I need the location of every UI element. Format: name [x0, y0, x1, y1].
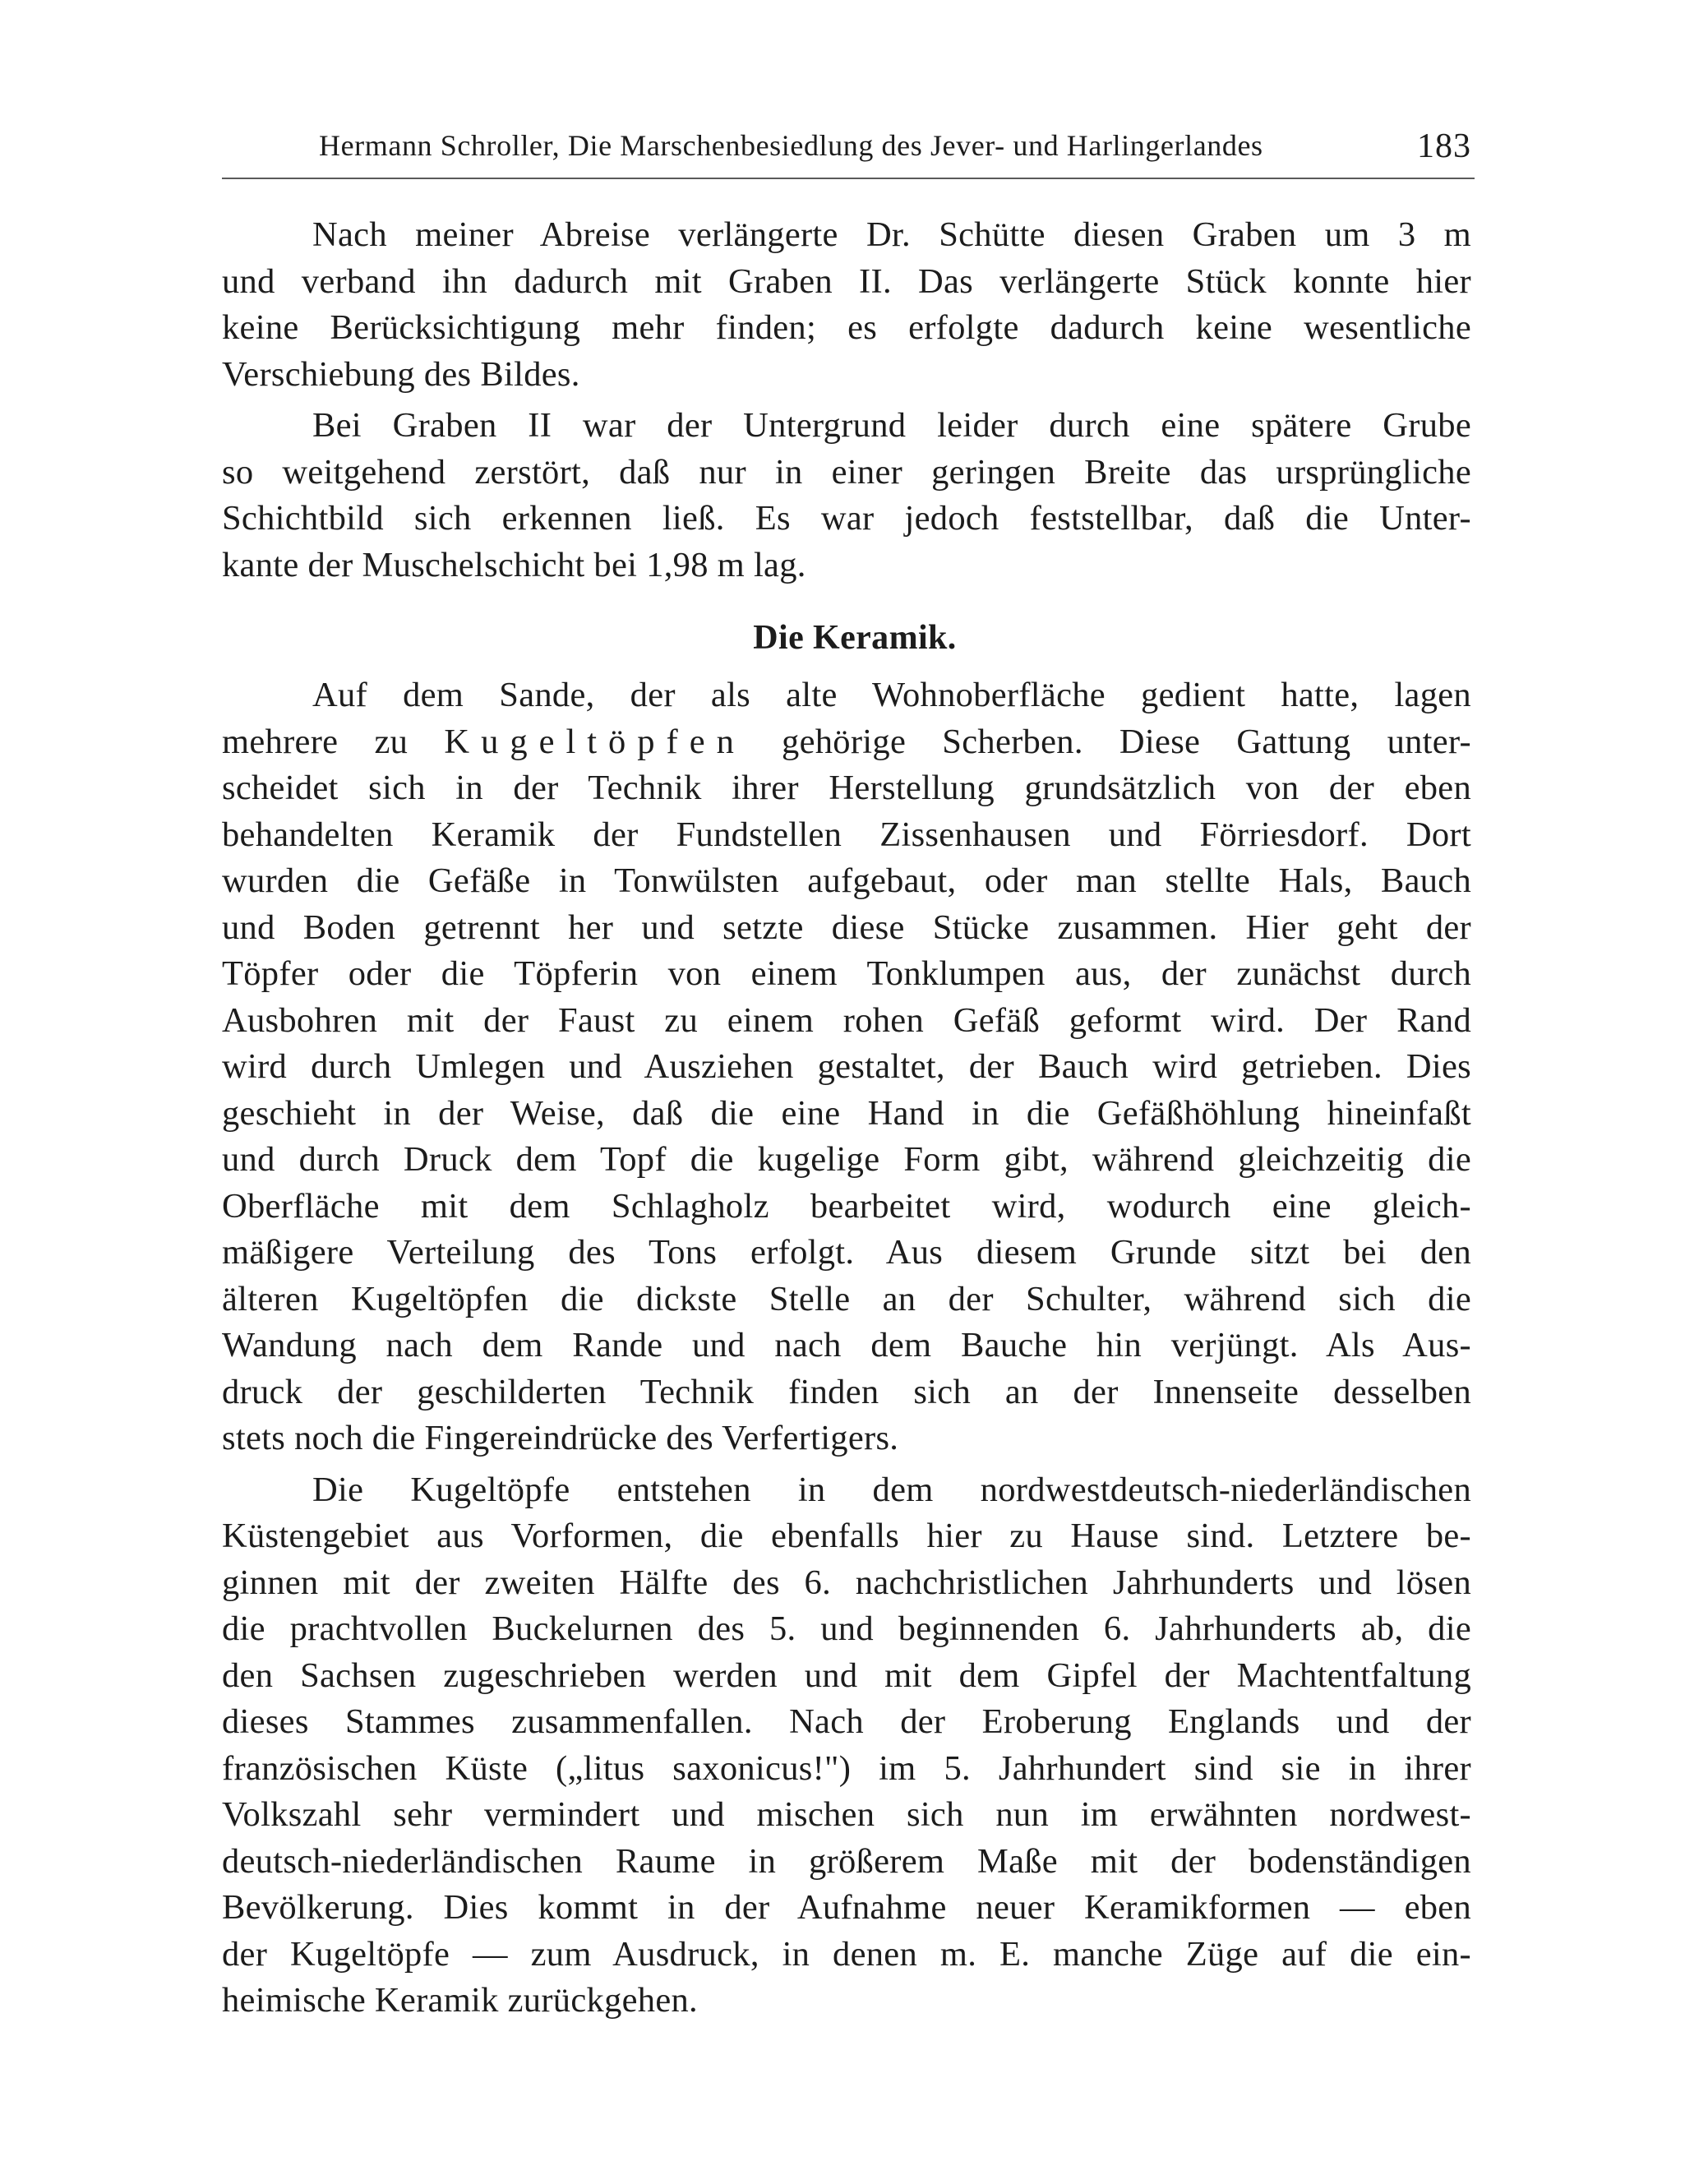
text-line: mäßigere Verteilung des Tons erfolgt. Aus diesem Grunde sitzt bei den — [222, 1233, 1471, 1272]
text-line: Bevölkerung. Dies kommt in der Aufnahme neuer Keramikformen — eben — [222, 1888, 1471, 1927]
spaced-term: Kugeltöpfen — [444, 722, 746, 761]
text-line-with-spaced-word — [222, 719, 1471, 766]
paragraph-kugeltoepfe-origin — [222, 1467, 1471, 2025]
text-line: Volkszahl sehr vermindert und mischen sich nun im erwähnten nordwest- — [222, 1795, 1471, 1834]
text-line: deutsch-niederländischen Raume in größerem Maße mit der bodenständigen — [222, 1841, 1471, 1881]
text-line: dieses Stammes zusammenfallen. Nach der Eroberung Englands und der — [222, 1702, 1471, 1741]
text-line: behandelten Keramik der Fundstellen Zissenhausen und Förriesdorf. Dort — [222, 815, 1471, 854]
running-head — [222, 123, 1473, 174]
text-line: Schichtbild sich erkennen ließ. Es war jedoch feststellbar, daß die Unter- — [222, 499, 1471, 538]
header-rule — [222, 178, 1475, 179]
paragraph-graben-extension — [222, 212, 1471, 398]
text-line: Töpfer oder die Töpferin von einem Tonklumpen aus, der zunächst durch — [222, 954, 1471, 993]
text-line: heimische Keramik zurückgehen. — [222, 1981, 698, 2020]
section-heading: Die Keramik. — [753, 619, 957, 657]
text-line: die prachtvollen Buckelurnen des 5. und beginnenden 6. Jahrhunderts ab, die — [222, 1609, 1471, 1648]
text-line: geschieht in der Weise, daß die eine Hand in die Gefäßhöhlung hineinfaßt — [222, 1093, 1471, 1133]
text-line: Nach meiner Abreise verlängerte Dr. Schütte diesen Graben um 3 m — [312, 215, 1471, 254]
body-text — [222, 212, 1471, 2025]
text-line: und verband ihn dadurch mit Graben II. Das verlängerte Stück konnte hier — [222, 261, 1471, 301]
text-line: Oberfläche mit dem Schlagholz bearbeitet wird, wodurch eine gleich- — [222, 1186, 1471, 1226]
text-line: französischen Küste („litus saxonicus!") im 5. Jahrhundert sind sie in ihrer — [222, 1748, 1471, 1788]
text-line: keine Berücksichtigung mehr finden; es erfolgte dadurch keine wesentliche — [222, 308, 1471, 347]
text-segment: gehörige Scherben. Diese Gattung unter- — [745, 722, 1471, 761]
text-line: Ausbohren mit der Faust zu einem rohen Gefäß geformt wird. Der Rand — [222, 1000, 1471, 1040]
text-line: den Sachsen zugeschrieben werden und mit dem Gipfel der Machtentfaltung — [222, 1655, 1471, 1695]
text-line: stets noch die Fingereindrücke des Verfertigers. — [222, 1419, 899, 1457]
text-line: älteren Kugeltöpfen die dickste Stelle an der Schulter, während sich die — [222, 1279, 1471, 1318]
text-line: der Kugeltöpfe — zum Ausdruck, in denen m. E. manche Züge auf die ein- — [222, 1934, 1471, 1974]
text-line: ginnen mit der zweiten Hälfte des 6. nachchristlichen Jahrhunderts und lösen — [222, 1563, 1471, 1602]
text-line: Die Kugeltöpfe entstehen in dem nordwestdeutsch-niederländischen — [312, 1470, 1471, 1509]
text-segment: mehrere zu — [222, 722, 445, 761]
text-line: so weitgehend zerstört, daß nur in einer geringen Breite das ursprüngliche — [222, 452, 1471, 492]
text-line: Bei Graben II war der Untergrund leider durch eine spätere Grube — [312, 406, 1471, 445]
text-line: scheidet sich in der Technik ihrer Herstellung grundsätzlich von der eben — [222, 769, 1471, 807]
text-line: Wandung nach dem Rande und nach dem Bauche hin verjüngt. Als Aus- — [222, 1326, 1471, 1364]
text-line: wird durch Umlegen und Ausziehen gestaltet, der Bauch wird getrieben. Dies — [222, 1047, 1471, 1086]
text-line: Küstengebiet aus Vorformen, die ebenfalls hier zu Hause sind. Letztere be- — [222, 1517, 1471, 1555]
page-number: 183 — [1417, 127, 1471, 165]
text-line: Verschiebung des Bildes. — [222, 354, 580, 394]
text-line: Auf dem Sande, der als alte Wohnoberfläche gedient hatte, lagen — [312, 676, 1471, 714]
text-line: und Boden getrennt her und setzte diese Stücke zusammen. Hier geht der — [222, 907, 1471, 947]
running-title: Hermann Schroller, Die Marschenbesiedlung des Jever- und Harlingerlandes — [319, 129, 1263, 162]
text-line: wurden die Gefäße in Tonwülsten aufgebaut, oder man stellte Hals, Bauch — [222, 861, 1471, 900]
text-line: kante der Muschelschicht bei 1,98 m lag. — [222, 545, 806, 584]
paragraph-graben-two — [222, 403, 1471, 589]
text-line: und durch Druck dem Topf die kugelige Form gibt, während gleichzeitig die — [222, 1140, 1471, 1179]
text-line: druck der geschilderten Technik finden sich an der Innenseite desselben — [222, 1372, 1471, 1411]
paragraph-keramik — [222, 672, 1471, 1462]
